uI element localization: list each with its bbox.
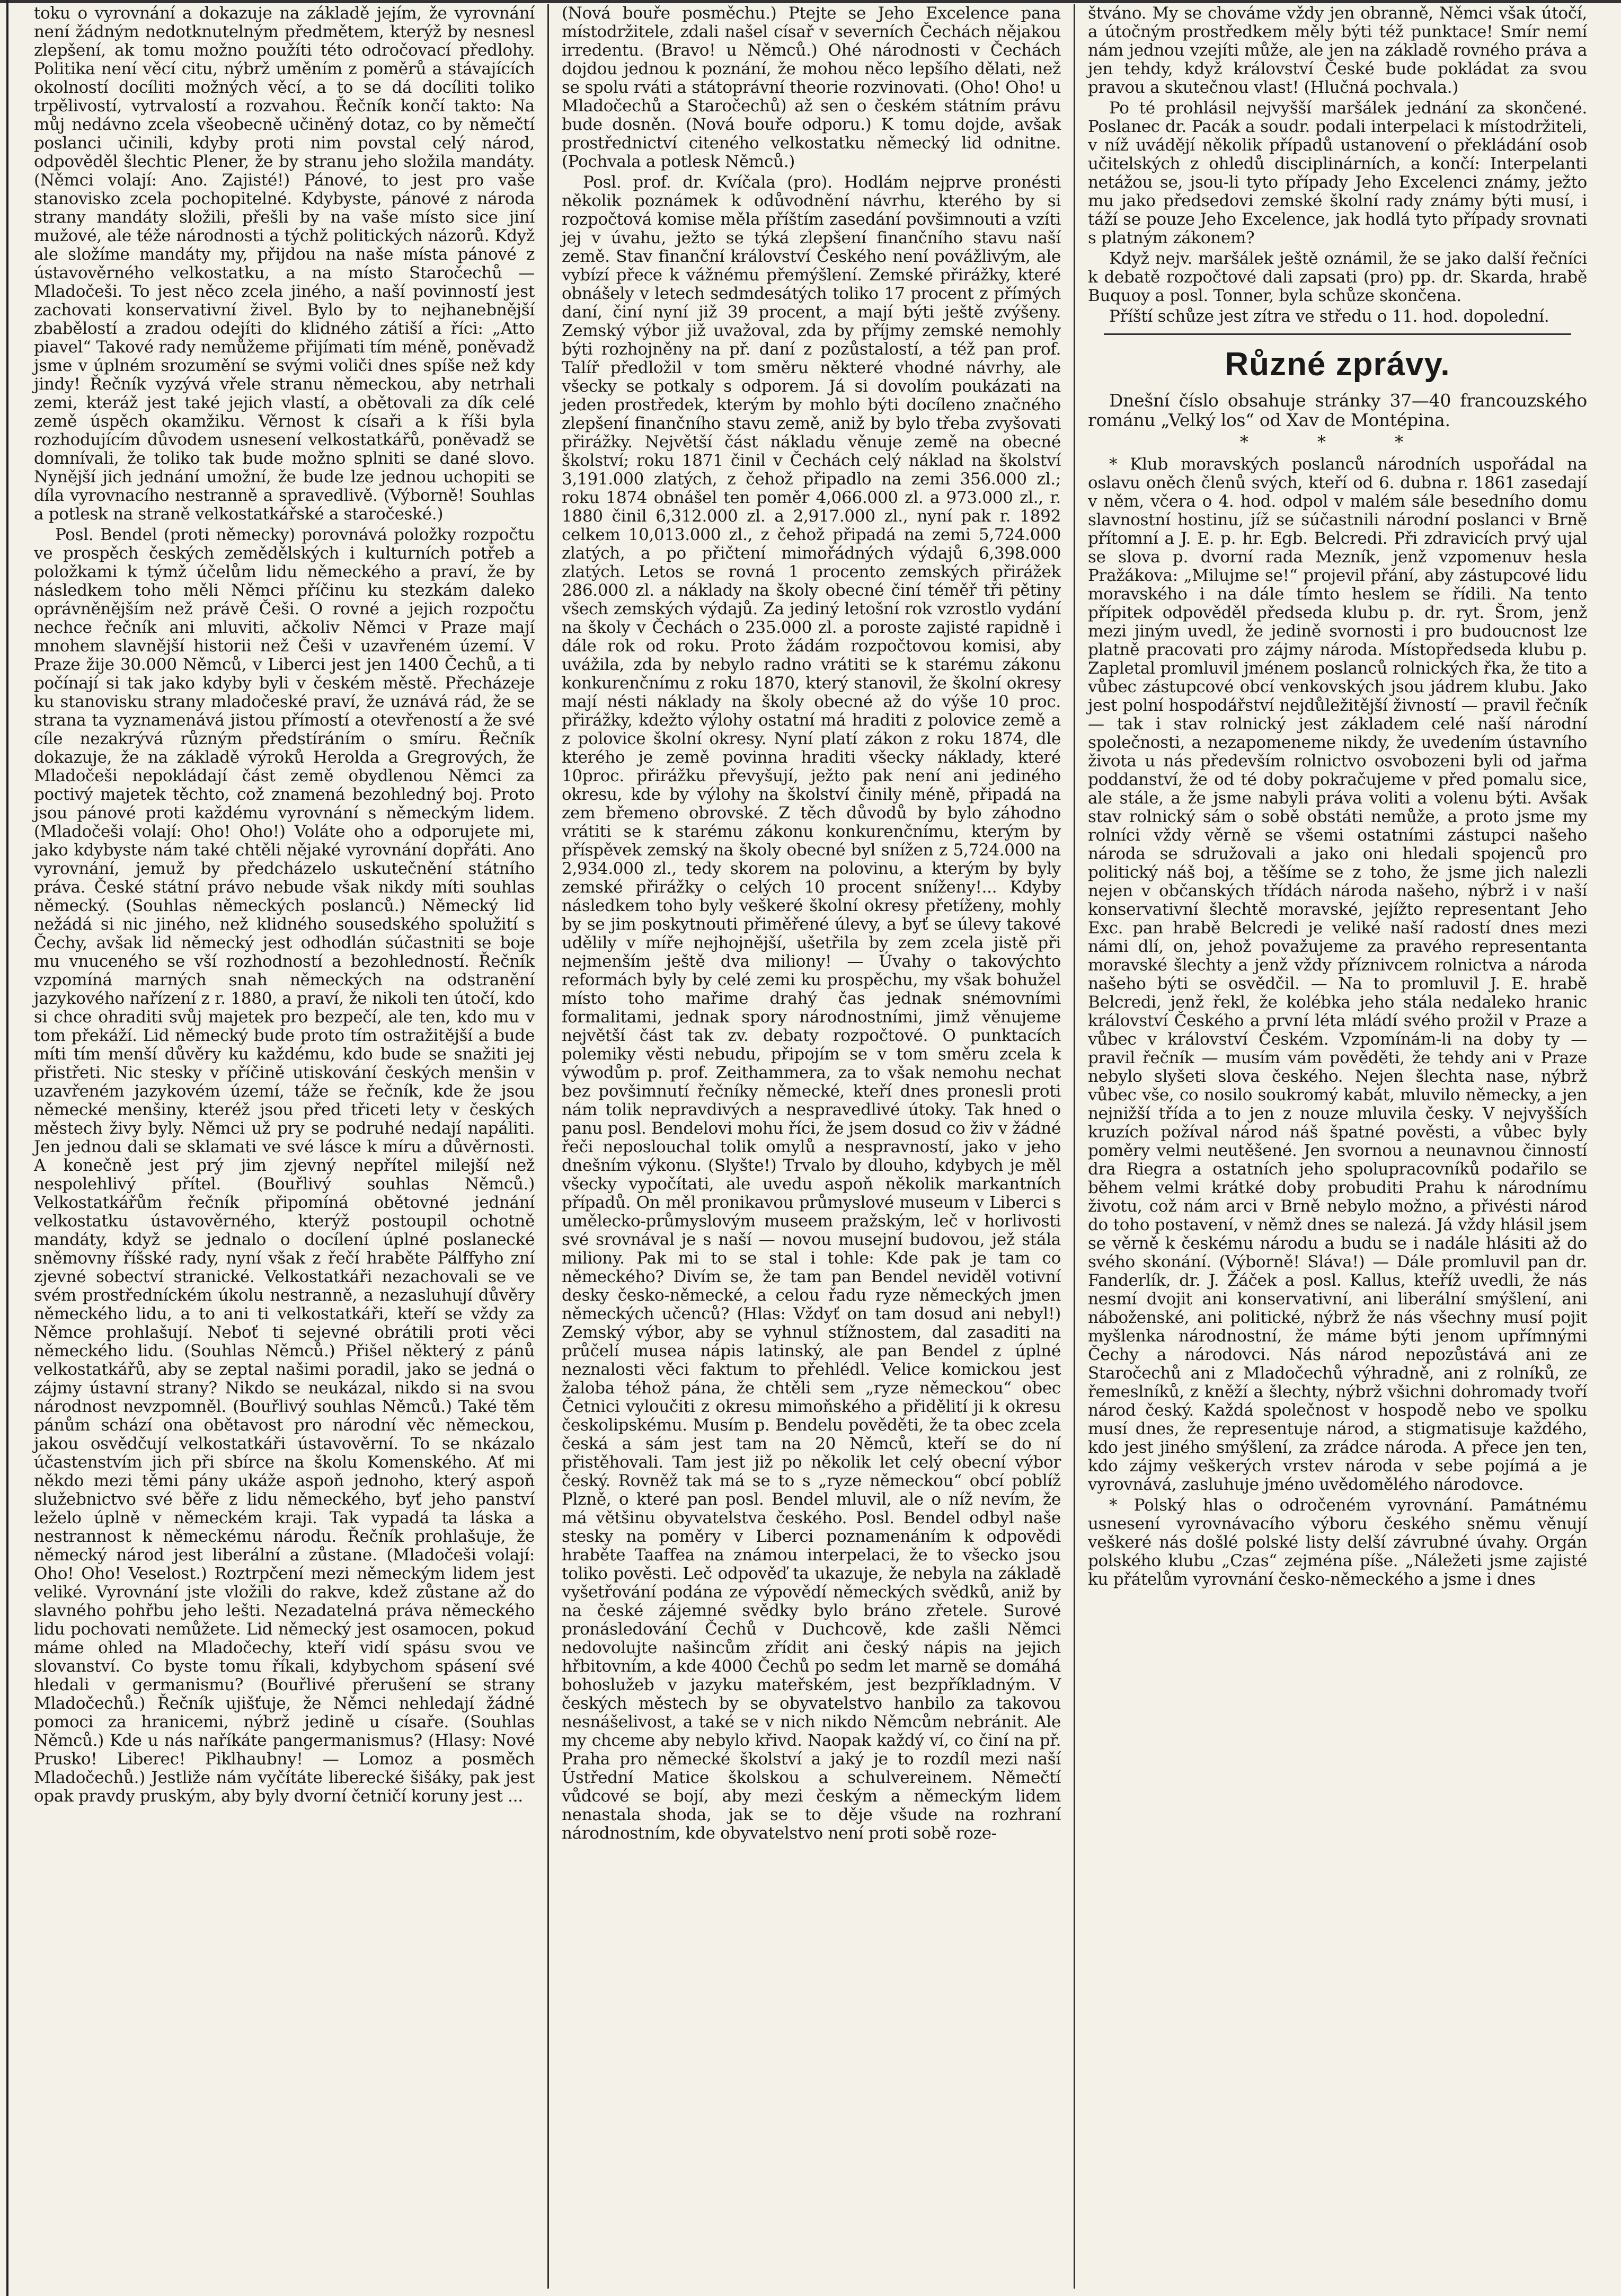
section-intro: Dnešní číslo obsahuje stránky 37—40 francouzského románu „Velký los“ od Xav de Montépina. (1088, 390, 1587, 430)
column-2-paragraph: (Nová bouře posměchu.) Ptejte se Jeho Excelence pana místodržitele, zdali našel císař v severních Čechách nějakou irredentu. (Bravo! u Němců.) Ohé národnosti v Čechách dojdou jednou k poznání, že mohou něco lepšího dělati, než se spolu rváti a státoprávní theorie rozvinovati. (Oho! Oho! u Mladočechů a Staročechů) až sen o českém státním právu bude dosněn. (Nová bouře odporu.) K tomu dojde, avšak prostřednictví citeného velkostatku německý lid odnitne. (Pochvala a potlesk Němců.) (562, 4, 1061, 171)
news-item: * Klub moravských poslanců národních uspořádal na oslavu oněch členů svých, kteří od 6. dubna r. 1861 zasedají v něm, včera o 4. hod. odpol v malém sále besedního domu slavnostní hostinu, jíž se súčastnili národní poslanci v Brně přítomní a J. E. p. hr. Egb. Belcredi. Při zdravicích prvý ujal se slova p. dvorní rada Mezník, jenž vzpomenuv hesla Pražákova: „Milujme se!“ projevil přání, aby zástupcové lidu moravského i na dále tímto heslem se řídili. Na tento přípitek odpověděl předseda klubu p. dr. ryt. Šrom, jenž mezi jiným uvedl, že jedině svornosti i pro budoucnost lze platně pracovati pro zájmy národa. Místopředseda klubu p. Zapletal promluvil jménem poslanců rolnických řka, že tito a vůbec zástupcové obcí venkovských jsou jádrem klubu. Jako jest polní hospodářství nejdůležitější živností — pravil řečník — tak i stav rolnický jest základem celé naší národní společnosti, a nezapomeneme nikdy, že uvedením ústavního života u nás především rolnictvo osvobozeni byli od jařma poddanství, že od té doby pokračujeme v před pomalu sice, ale stále, a že jsme nabyli práva voliti a volenu býti. Avšak stav rolnický sám o sobě obstáti nemůže, a proto jsme my rolníci vždy věrně se všemi ostatními zástupci našeho národa se sdružovali a jako oni hledali spojenců pro politický náš boj, a těšíme se z toho, že jsme jich nalezli nejen v občanských třídách národa našeho, nýbrž i v naší konservativní šlechtě moravské, jejížto representant Jeho Exc. pan hrabě Belcredi je veliké naší radostí dnes mezi námi dlí, on, jehož považujeme za pravého representanta moravské šlechty a jenž vždy příznivcem rolnictva a národa našeho býti se osvědčil. — Na to promluvil J. E. hrabě Belcredi, jenž řekl, že kolébka jeho stála nedaleko hranic království Českého a první léta mládí svého prožil v Praze a vůbec v království Českém. Vzpomínám-li na doby ty — pravil řečník — musím vám pověděti, že tehdy ani v Praze nebylo slyšeti slova českého. Nejen šlechta nase, nýbrž vůbec vše, co nosilo soukromý kabát, mluvilo německy, a jen nejnižší třída a to jen z nouze mluvila česky. V nejvyšších kruzích požíval národ náš špatné pověsti, a vůbec byly poměry velmi neutěšené. Jen svornou a neunavnou činností dra Riegra a ostatních jeho spolupracovníků podařilo se během velmi krátké doby probuditi Prahu k národnímu životu, což nám arci v Brně nebylo možno, a přivésti národ do toho postavení, v němž dnes se nalezá. Já vždy hlásil jsem se věrně k českému národu a budu se i nadále hlásiti až do svého skonání. (Výborně! Sláva!) — Dále promluvil pan dr. Fanderlík, dr. J. Žáček a posl. Kallus, kteříž uvedli, že nás nesmí dvojit ani konservativní, ani liberální smýšlení, ani náboženské, ani politické, nýbrž že nás všechny musí pojit myšlenka národnostní, že máme býti jenom upřímnými Čechy a národovci. Nás národ nepozůstává ani ze Staročechů ani z Mladočechů výhradně, ani z rolníků, ze řemeslníků, z kněží a šlechty, nýbrž všichni dohromady tvoří národ český. Každá společnost v hospodě nebo ve spolku musí dnes, že representuje národ, a stigmatisuje každého, kdo jest jiného smýšlení, za zrádce národa. A přece jen ten, kdo zájmy veškerých vrstev národa v sebe pojímá a je vyrovnává, zasluhuje jméno uvědomělého národovce. (1088, 455, 1587, 1494)
column-1 (21, 4, 547, 2289)
column-3-paragraph: Po té prohlásil nejvyšší maršálek jednání za skončené. Poslanec dr. Pacák a soudr. podali interpelaci k místodržiteli, v níž uvádějí několik případů ustanovení o překládání osob učitelských z ohledů disciplinárních, a končí: Interpelanti netážou se, jsou-li tyto případy Jeho Excelenci známy, ježto mu jako předsedovi zemské školní rady známy býti musí, i táží se pouze Jeho Excelence, jak hodlá tyto případy srovnati s platným zákonem? (1088, 99, 1587, 248)
left-border (6, 0, 8, 2296)
column-3 (1074, 4, 1600, 2289)
section-title: Různé zprávy. (1225, 346, 1450, 383)
top-border (0, 0, 1621, 3)
column-1-paragraph: Posl. Bendel (proti německy) porovnává položky rozpočtu ve prospěch českých zemědělských i kulturních potřeb a položkami k týmž účelům lidu německého a praví, že by následkem toho měli Němci příčinu ku stezkám daleko oprávněnějším než právě Češi. O rovné a jejich rozpočtu nechce řečník ani mluviti, ačkoliv Němci v Praze mají mnohem slavnější historii než Češi v uzavřeném území. V Praze žije 30.000 Němců, v Liberci jest jen 1400 Čechů, a ti počínají si tak jako kdyby byli v českém městě. Přecházeje ku stanovisku strany mladočeské praví, že uznává rád, že se strana ta vyznamenává jistou přímostí a otevřeností a že své cíle nezakrývá různým předstíráním o smíru. Řečník dokazuje, že na základě výroků Herolda a Gregrových, že Mladočeši nepokládají část země obydlenou Němci za poctivý majetek těchto, což znamená bezohledný boj. Proto jsou pánové proti každému vyrovnání s německým lidem. (Mladočeši volají: Oho! Oho!) Voláte oho a odporujete mi, jako kdybyste nám také chtěli nějaké vyrovnání dopřáti. Ano vyrovnání, jemuž by předcházelo uskutečnění státního práva. České státní právo nebude však nikdy míti souhlas německý. (Souhlas německých poslanců.) Německý lid nežádá si nic jiného, než klidného sousedského spolužití s Čechy, avšak lid německý jest odhodlán súčastniti se boje mu vnuceného se vší rozhodností a bezohledností. Řečník vzpomíná marných snah německých na odstranění jazykového nařízení z r. 1880, a praví, že nikoli ten útočí, kdo si chce ohraditi svůj majetek pro bezpečí, ale ten, kdo mu v tom překáží. Lid německý bude proto tím ostražitější a bude míti tím menší důvěry ku každému, kdo bude se snažiti jej přistřeti. Nic stesky v příčině utiskování českých menšin v uzavřeném jazykovém území, táže se řečník, kde že jsou německé menšiny, kteréž jsou před třiceti lety v českých městech živy byly. Němci už pry se podruhé nedají napáliti. Jen jednou dali se sklamati ve své lásce k míru a důvěrnosti. A konečně jest prý jim zjevný nepřítel milejší než nespolehlivý přítel. (Bouřlivý souhlas Němců.) Velkostatkářům řečník připomíná obětovné jednání velkostatku ústavověrného, kterýž postoupil ochotně mandáty, když se jednalo o docílení úplné poslanecké sněmovny říšské rady, nyní však z řečí hraběte Pálffyho zní zjevné sobectví stranické. Velkostatkáři nezachovali se ve svém prostředníckém úkolu nestranně, a nezasluhují důvěry německého lidu, a to ani ti velkostatkáři, kteří se vždy za Němce prohlašují. Neboť ti sejevné obrátili proti věci německého lidu. (Souhlas Němců.) Přišel některý z pánů velkostatkářů, aby se zeptal našimi poradil, jako se jedná o zájmy ústavní strany? Nikdo se neukázal, nikdo si na svou národnost nevzpomněl. (Bouřlivý souhlas Němců.) Také těm pánům schází ona obětavost pro národní věc německou, jakou osvědčují velkostatkáři ústavověrní. To se nkázalo účastenstvím jich při sbírce na školu Komenského. Ať mi někdo mezi těmi pány ukáže aspoň jednoho, který aspoň služebnictvo své běře z lidu německého, byť jeho panství leželo úplně v německém kraji. Tak vypadá ta láska a nestrannost k německému národu. Řečník prohlašuje, že německý národ jest liberální a zůstane. (Mladočeši volají: Oho! Oho! Veselost.) Roztrpčení mezi německým lidem jest veliké. Vyrovnání jste vložili do rakve, kdež zůstane až do slavného pohřbu jeho lešti. Nezadatelná práva německého lidu pochovati nemůžete. Lid německý jest osamocen, pokud máme ohled na Mladočechy, kteří vidí spásu svou ve slovanství. Co byste tomu říkali, kdybychom spásení své hledali v germanismu? (Bouřlivé přerušení se strany Mladočechů.) Řečník ujišťuje, že Němci nehledají žádné pomoci za hranicemi, nýbrž jedině u císaře. (Souhlas Němců.) Kde u nás naříkáte pangermanismus? (Hlasy: Nové Prusko! Liberec! Piklhaubny! — Lomoz a posměch Mladočechů.) Jestliže nám vyčítáte liberecké šišáky, pak jest opak pravdy pruským, aby byly dvorní četničí koruny jest ... (34, 525, 535, 1806)
column-3-paragraph: štváno. My se chováme vždy jen obranně, Němci však útočí, a útočným prostředkem měly býti též punktace! Smír nemí nám jednou vzejíti může, ale jen na základě rovného práva a jen tehdy, když království České bude pokládat za svou pravou a skutečnou vlast! (Hlučná pochvala.) (1088, 4, 1587, 97)
columns (21, 4, 1600, 2289)
column-1-paragraph: toku o vyrovnání a dokazuje na základě jejím, že vyrovnání není žádným nedotknutelným předmětem, kterýž by nesnesl zlepšení, ak tomu možno použíti této odročovací předlohy. Politika není věcí citu, nýbrž uměním z poměrů a stávajících okolností docíliti možných věcí, a to se dá docíliti toliko trpělivostí, vytrvalostí a rozvahou. Řečník končí takto: Na můj nedávno zcela všeobecně učiněný dotaz, co by němečtí poslanci učinili, kdyby proti nim povstal celý národ, odpověděl šlechtic Plener, že by stranu jeho složila mandáty. (Němci volají: Ano. Zajisté!) Pánové, to jest pro vaše stanovisko zcela pochopitelné. Kdybyste, pánové z národa strany mandáty složili, přešli by na vaše místo sice jiní mužové, ale téže národnosti a týchž politických názorů. Když ale složíme mandáty my, přijdou na naše místa pánové z ústavověrného velkostatku, a na místo Staročechů — Mladočeši. To jest něco zcela jiného, a naší povinností jest zachovati konservativní živel. Bylo by to nejhanebnější zbabělostí a zradou odejíti do klidného zátiší a říci: „Atto piavel“ Takové rady nemůžeme přijímati tím méně, poněvadž jsme v úplném srozumění se svými voliči dnes spíše než kdy jindy! Řečník vyzývá vřele stranu německou, aby netrhali zemi, kteráž jest také jejich vlastí, a obětovali za dík celé země úspěch okamžiku. Věrnost k císaři a k říši byla rozhodujícím důvodem usnesení velkostatkářů, poněvadž se domnívali, že toliko tak bude možno splniti se dané slovo. Nynější jich jednání umožní, že bude lze jednou uchopiti se díla vyrovnacího nestranně a spravedlivě. (Výborně! Souhlas a potlesk na straně velkostatkářské a staročeské.) (34, 4, 535, 524)
column-2-paragraph: Posl. prof. dr. Kvíčala (pro). Hodlám nejprve pronésti několik poznámek k odůvodnění návrhu, kterého by si rozpočtová komise měla příštím zasedání povšimnouti a vzíti jej v úvahu, ježto se týká zlepšení finančního stavu naší země. Stav finanční království Českého není povážlivým, ale vybízí přece k vážnému přemýšlení. Zemské přirážky, které obnášely v letech sedmdesátých toliko 17 procent z přímých daní, činí nyní již 39 procent, a mají býti ještě zvýšeny. Zemský výbor již uvažoval, zda by příjmy zemské nemohly býti rozhojněny na př. daní z pozůstalostí, a též pan prof. Talíř předložil v tom směru některé vhodné návrhy, ale všecky se potkaly s odporem. Já si dovolím poukázati na jeden prostředek, kterým by mohlo býti docíleno značného zlepšení finančního stavu země, aniž by bylo třeba zvyšovati přirážky. Největší část nákladu věnuje země na obecné školství; roku 1871 činil v Čechách celý náklad na školství 3,191.000 zlatých, z čehož připadlo na zemi 356.000 zl.; roku 1874 obnášel ten poměr 4,066.000 zl. a 973.000 zl., r. 1880 činil 6,312.000 zl. a 2,917.000 zl., nyní pak r. 1892 celkem 10,013.000 zl., z čehož připadá na zemi 5,724.000 zlatých, a po přičtení mimořádných výdajů 6,398.000 zlatých. Letos se rovná 1 procento zemských přirážek 286.000 zl. a náklady na školy obecné činí téměř tři pětiny všech zemských výdajů. Za jediný letošní rok vzrostlo vydání na školy v Čechách o 235.000 zl. a poroste zajisté rapidně i dále rok od roku. Proto žádám rozpočtovou komisi, aby uvážila, zda by nebylo radno vrátiti se k starému zákonu konkurenčnímu z roku 1870, který stanovil, že školní okresy mají nésti náklady na školy obecné až do výše 10 proc. přirážky, kdežto výlohy ostatní má hraditi z polovice země a z polovice školní okresy. Nyní platí zákon z roku 1874, dle kterého je země povinna hraditi všecky náklady, které 10proc. přirážku převyšují, ježto pak není ani jediného okresu, kde by výlohy na školství činily méně, připadá na zem břemeno obrovské. Z těch důvodů by bylo záhodno vrátiti se k starému zákonu konkurenčnímu, kterým by příspěvek zemský na školy obecné byl snížen z 5,724.000 na 2,934.000 zl., tedy skorem na polovinu, a kterým by byly zemské přirážky o celých 10 procent sníženy!... Kdyby následkem toho byly veškeré školní okresy přetíženy, mohly by se jim poskytnouti přiměřené úlevy, a byť se úlevy takové udělily v míře nejhojnější, ušetřila by zem zcela jistě při nejmenším ještě dva miliony! — Úvahy o takovýchto reformách byly by celé zemi ku prospěchu, my však bohužel místo toho mařime drahý čas jednak snémovními formalitami, jednak spory národnostními, jimž věnujeme největší část tak zv. debaty rozpočtové. O punktacích polemiky věsti nebudu, připojím se v tom směru zcela k výwodům p. prof. Zeithammera, za to však nemohu nechat bez povšimnutí řečníky německé, kteří dnes pronesli proti nám tolik nepravdivých a nespravedlivé útoky. Tak hned o panu posl. Bendelovi mohu říci, že jsem dosud co živ v žádné řeči neposlouchal tolik omylů a nespravností, jako v jeho dnešním výkonu. (Slyšte!) Trvalo by dlouho, kdybych je měl všecky vypočítati, ale uvedu aspoň několik markantních případů. On měl pronikavou průmyslové museum v Liberci s umělecko-průmyslovým museem pražským, leč v horlivosti své srovnával je s naší — novou musejní budovou, jež stála miliony. Pak mi to se stal i tohle: Kde pak je tam co německého? Divím se, že tam pan Bendel neviděl votivní desky česko-německé, a celou řadu ryze německých jmen německých učenců? (Hlas: Vždyť on tam dosud ani nebyl!) Zemský výbor, aby se vyhnul stížnostem, dal zasaditi na průčelí musea nápis latinský, ale pan Bendel z úplné neznalosti věci faktum to přehlédl. Velice komickou jest žaloba téhož pána, že chtěli sem „ryze německou“ obec Četnici vyloučiti z okresu mimoňského a přidělití ji k okresu českolipskému. Musím p. Bendelu pověděti, že ta obec zcela česká a sám jest tam na 20 Němců, kteří se do ní přistěhovali. Tam jest již po několik let celý obecní výbor český. Rovněž tak má se to s „ryze německou“ obcí poblíž Plzně, o které pan posl. Bendel mluvil, ale o níž nevím, že má většinu obyvatelstva českého. Posl. Bendel odbyl naše stesky na poměry v Liberci poznamenáním k odpovědi hraběte Taaffea na známou interpelaci, že to všecko jsou toliko pověsti. Leč odpověď ta ukazuje, že nebyla na základě vyšetřování podána ze výpovědí německých svědků, aniž by na české zájemné svědky bylo bráno zřetele. Surové pronásledování Čechů v Duchcově, kde zašli Němci nedovolujte našincům zřídit ani český nápis na jejich hřbitovním, a kde 4000 Čechů po sedm let marně se domáhá bohoslužeb v jazyku mateřském, jest bezpříkladným. V českých městech by se obyvatelstvo hanbilo za takovou nesnášelivost, a také se v nich nikdo Němcům nebránit. Ale my chceme aby nebylo křivd. Naopak každý ví, co činí na př. Praha pro německé školství a jaký je to rozdíl mezi naší Ústřední Matice školskou a schulvereinem. Němečtí vůdcové se bojí, aby mezi českým a německým lidem nenastala shoda, jak se to děje všude na rozhraní národnostním, kde obyvatelstvo není proti sobě roze- (562, 173, 1061, 1843)
column-2 (547, 4, 1074, 2289)
section-stars: * * * (1239, 432, 1436, 452)
section-divider (1104, 333, 1571, 335)
column-3-paragraph: Když nejv. maršálek ještě oznámil, že se jako další řečníci k debatě rozpočtové dali zapsati (pro) pp. dr. Skarda, hrabě Buquoy a posl. Tonner, byla schůze skončena. (1088, 249, 1587, 305)
news-item: * Polský hlas o odročeném vyrovnání. Památnému usnesení vyrovnávacího výboru českého sněmu věnují veškeré nás došlé polské listy delší závrubné úvahy. Orgán polského klubu „Czas“ zejména píše. „Náležeti jsme zajisté ku přátelům vyrovnání česko-německého a jsme i dnes (1088, 1496, 1587, 1589)
column-3-paragraph: Příští schůze jest zítra ve středu o 11. hod. dopolední. (1109, 307, 1549, 326)
